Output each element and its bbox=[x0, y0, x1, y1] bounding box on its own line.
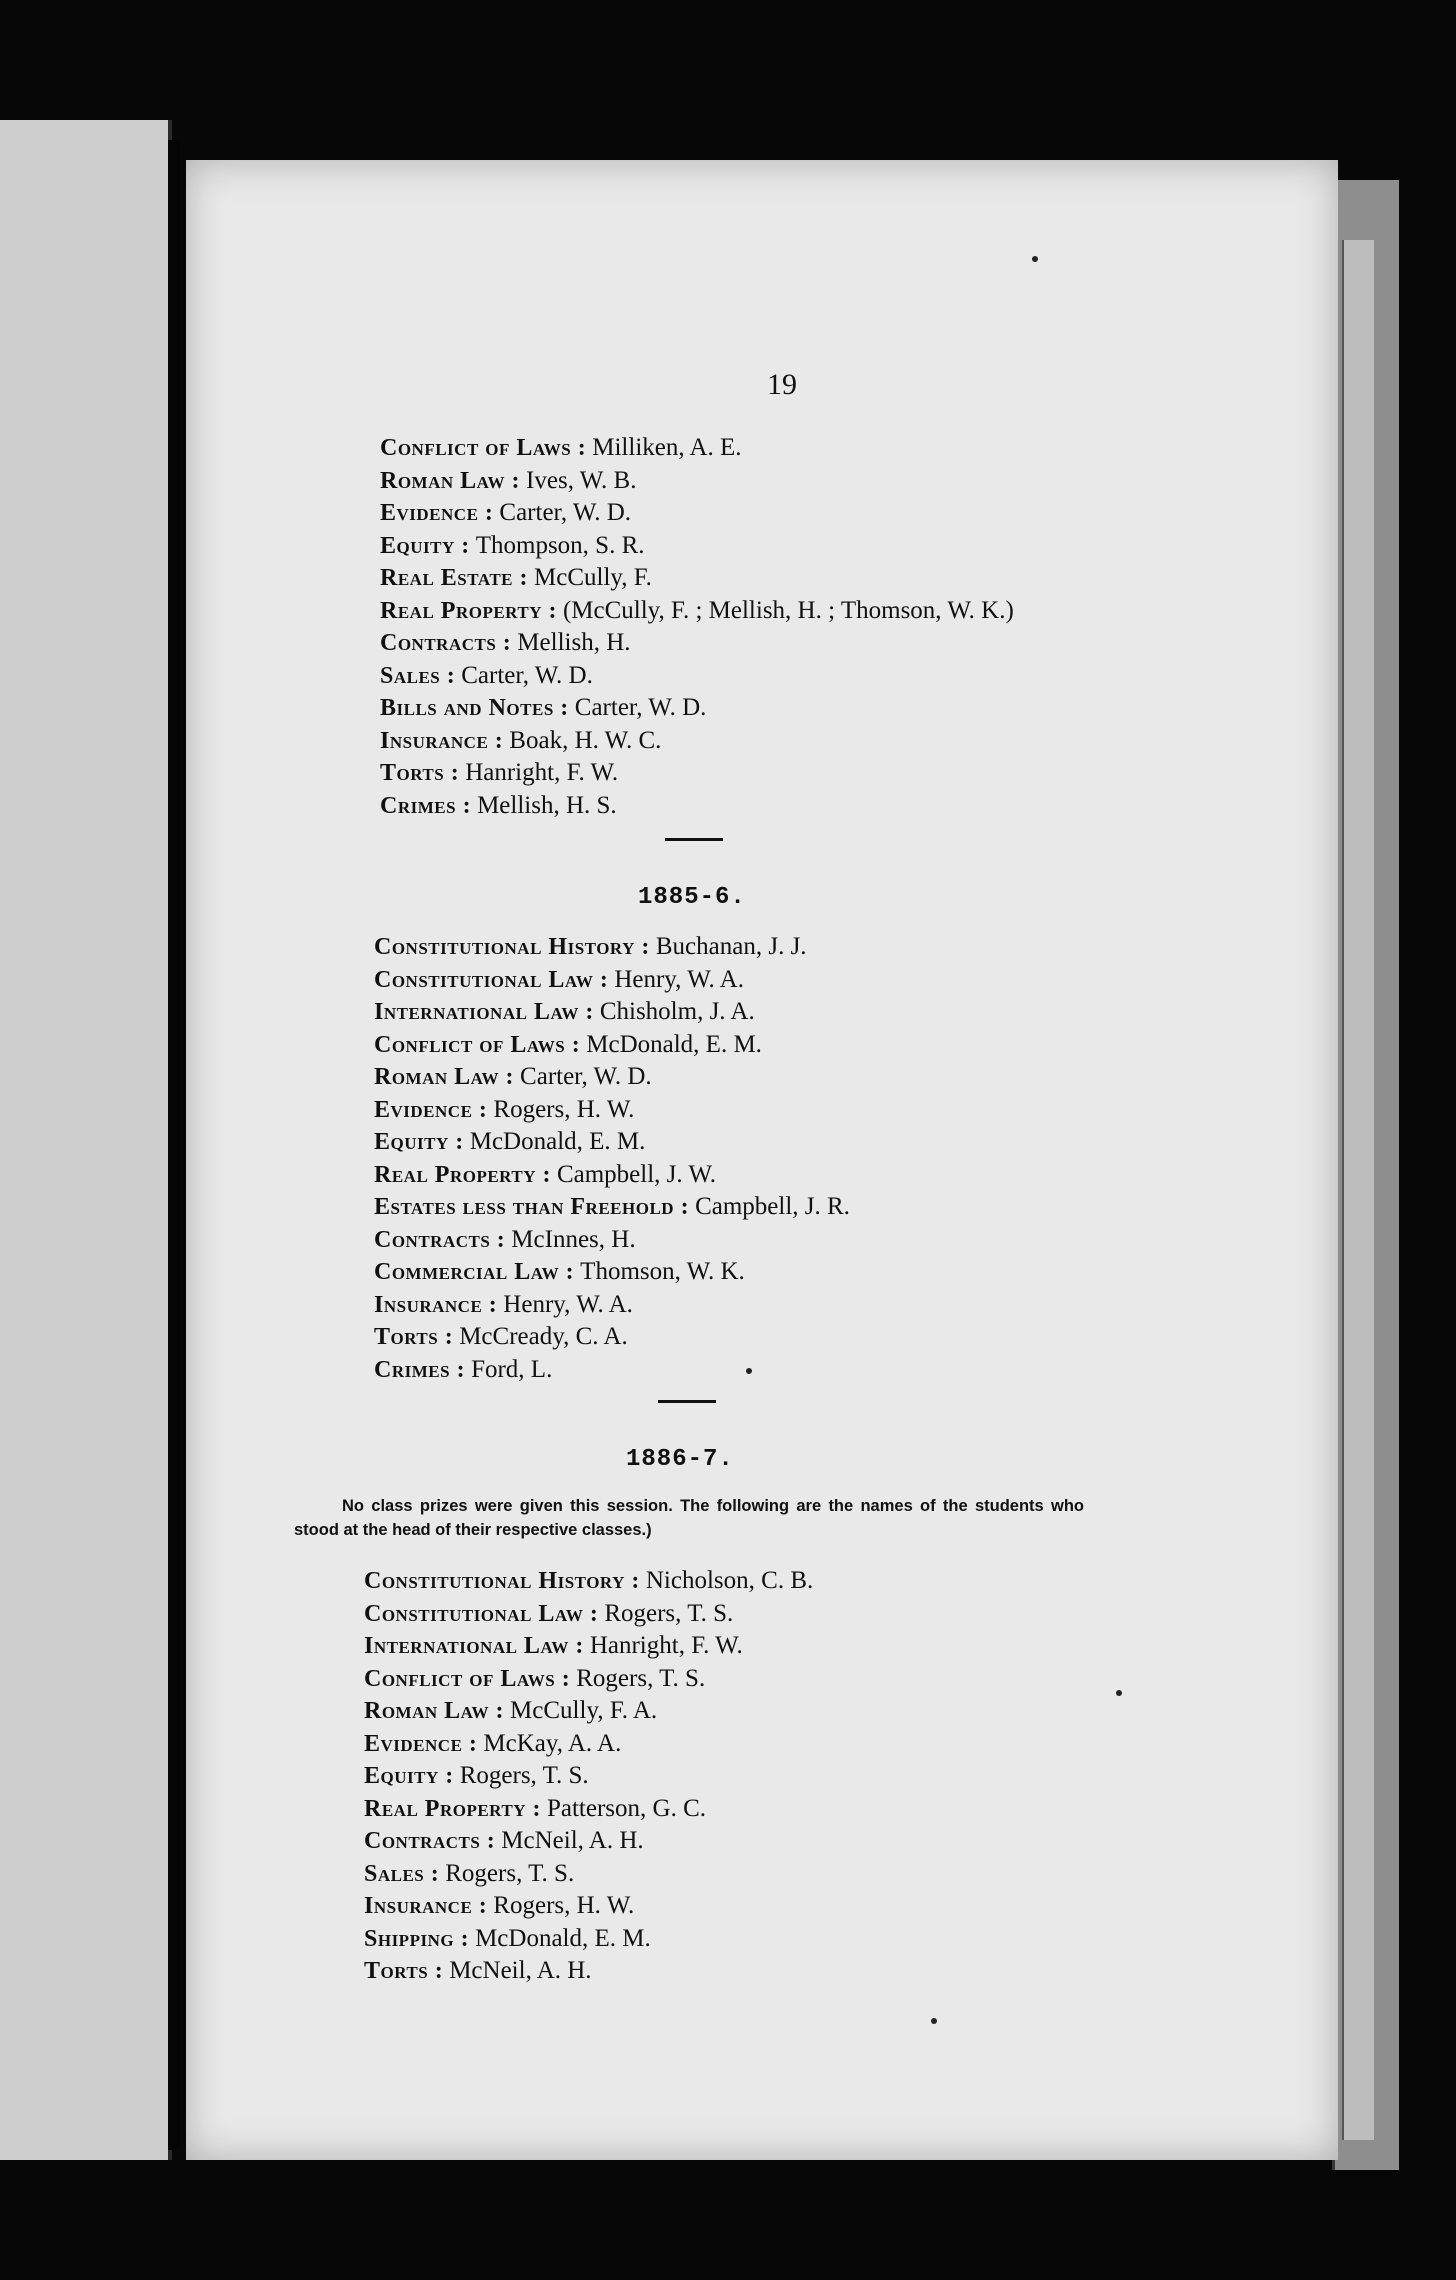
prize-winner-name: Rogers, H. W. bbox=[493, 1095, 635, 1123]
prize-winner-name: Campbell, J. R. bbox=[695, 1193, 850, 1220]
prize-entry bbox=[380, 692, 1014, 725]
section-divider bbox=[658, 1400, 716, 1403]
prize-entry bbox=[374, 964, 850, 997]
subject-label: Sales : bbox=[380, 662, 456, 689]
subject-label: International Law : bbox=[374, 999, 594, 1025]
subject-label: Equity : bbox=[364, 1763, 454, 1789]
subject-label: Constitutional History : bbox=[364, 1568, 640, 1594]
prize-winner-name: Milliken, A. E. bbox=[592, 434, 742, 461]
prize-winner-name: McCully, F. A. bbox=[510, 1697, 658, 1724]
subject-label: Constitutional Law : bbox=[364, 1600, 599, 1627]
subject-label: Estates less than Freehold : bbox=[374, 1194, 690, 1220]
section-divider bbox=[665, 838, 723, 841]
prize-winner-name: Carter, W. D. bbox=[574, 694, 707, 721]
prize-entry bbox=[374, 1029, 850, 1062]
subject-label: Crimes : bbox=[374, 1356, 466, 1383]
subject-label: International Law : bbox=[364, 1633, 584, 1659]
section-heading-1886: 1886-7. bbox=[626, 1446, 734, 1473]
book-binding bbox=[168, 140, 180, 2150]
subject-label: Evidence : bbox=[374, 1096, 488, 1123]
subject-label: Bills and Notes : bbox=[380, 695, 569, 721]
prize-entry bbox=[374, 1126, 850, 1159]
prize-entry bbox=[364, 1760, 813, 1793]
prize-entry bbox=[364, 1695, 813, 1728]
subject-label: Roman Law : bbox=[374, 1064, 515, 1090]
prize-winner-name: Campbell, J. W. bbox=[556, 1160, 717, 1188]
section-heading-1885: 1885-6. bbox=[638, 884, 746, 911]
subject-label: Conflict of Laws : bbox=[364, 1665, 571, 1692]
prize-winner-name: (McCully, F. ; Mellish, H. ; Thomson, W. K.) bbox=[562, 596, 1014, 624]
subject-label: Sales : bbox=[364, 1860, 440, 1887]
prize-entry bbox=[364, 1923, 813, 1956]
prize-winner-name: Carter, W. D. bbox=[499, 499, 632, 526]
ink-speck bbox=[746, 1368, 752, 1374]
subject-label: Roman Law : bbox=[380, 467, 521, 494]
prize-entry bbox=[380, 725, 1014, 758]
prize-entry bbox=[380, 757, 1014, 790]
subject-label: Torts : bbox=[374, 1324, 454, 1350]
subject-label: Roman Law : bbox=[364, 1698, 505, 1724]
ink-speck bbox=[1032, 256, 1038, 262]
prize-winner-name: McDonald, E. M. bbox=[475, 1924, 651, 1952]
prize-winner-name: Buchanan, J. J. bbox=[655, 933, 807, 960]
prize-winner-name: Rogers, H. W. bbox=[493, 1892, 635, 1919]
subject-label: Contracts : bbox=[380, 630, 512, 656]
subject-label: Contracts : bbox=[374, 1226, 506, 1253]
prize-entry bbox=[364, 1955, 813, 1988]
prize-entry bbox=[364, 1663, 813, 1696]
prize-winner-name: Rogers, T. S. bbox=[459, 1762, 589, 1789]
prize-winner-name: McCully, F. bbox=[534, 564, 652, 591]
prize-winner-name: Chisholm, J. A. bbox=[599, 998, 755, 1025]
page-number: 19 bbox=[767, 368, 797, 401]
prize-winner-name: Thompson, S. R. bbox=[475, 531, 645, 559]
prize-entry bbox=[380, 562, 1014, 595]
subject-label: Conflict of Laws : bbox=[374, 1031, 581, 1058]
prize-entry bbox=[380, 627, 1014, 660]
ink-speck bbox=[931, 2018, 937, 2024]
subject-label: Commercial Law : bbox=[374, 1259, 575, 1285]
subject-label: Contracts : bbox=[364, 1828, 496, 1854]
prize-entry bbox=[374, 1289, 850, 1322]
prize-entry bbox=[374, 1094, 850, 1127]
prize-winner-name: Henry, W. A. bbox=[614, 965, 744, 993]
prize-entry bbox=[364, 1728, 813, 1761]
prize-entry bbox=[374, 1321, 850, 1354]
prize-winner-name: Carter, W. D. bbox=[520, 1063, 652, 1090]
prize-winner-name: Henry, W. A. bbox=[503, 1290, 633, 1318]
prize-winner-name: Mellish, H. S. bbox=[477, 791, 617, 819]
prize-winner-name: McCready, C. A. bbox=[459, 1323, 628, 1350]
subject-label: Insurance : bbox=[364, 1893, 488, 1919]
prize-winner-name: Rogers, T. S. bbox=[604, 1599, 734, 1627]
prize-winner-name: Patterson, G. C. bbox=[546, 1794, 706, 1822]
prize-winner-name: Rogers, T. S. bbox=[576, 1664, 706, 1692]
subject-label: Crimes : bbox=[380, 792, 472, 819]
prize-entry bbox=[380, 790, 1014, 823]
prize-entry bbox=[380, 465, 1014, 498]
prize-entry bbox=[380, 595, 1014, 628]
prize-entry bbox=[374, 1191, 850, 1224]
prize-entry bbox=[380, 530, 1014, 563]
previous-page-edge bbox=[0, 120, 172, 2160]
prize-list-1886 bbox=[364, 1565, 813, 1988]
subject-label: Equity : bbox=[380, 532, 470, 559]
subject-label: Torts : bbox=[364, 1958, 444, 1984]
prize-entry bbox=[380, 497, 1014, 530]
prize-winner-name: Rogers, T. S. bbox=[445, 1859, 575, 1887]
session-note: No class prizes were given this session. The following are the names of the students who stood at the head of their respective classes.) bbox=[294, 1497, 1084, 1539]
subject-label: Real Property : bbox=[364, 1795, 541, 1822]
prize-winner-name: McDonald, E. M. bbox=[586, 1030, 762, 1058]
prize-winner-name: Ives, W. B. bbox=[526, 466, 637, 494]
prize-winner-name: Thomson, W. K. bbox=[580, 1258, 745, 1285]
subject-label: Constitutional History : bbox=[374, 934, 650, 960]
prize-list-1885 bbox=[374, 931, 850, 1386]
prize-entry bbox=[364, 1630, 813, 1663]
prize-winner-name: Ford, L. bbox=[471, 1355, 553, 1383]
prize-entry bbox=[364, 1793, 813, 1826]
prize-entry bbox=[374, 1159, 850, 1192]
subject-label: Shipping : bbox=[364, 1925, 470, 1952]
prize-entry bbox=[380, 660, 1014, 693]
prize-entry bbox=[374, 1354, 850, 1387]
document-page bbox=[186, 160, 1338, 2160]
prize-winner-name: McKay, A. A. bbox=[483, 1729, 622, 1757]
prize-entry bbox=[364, 1890, 813, 1923]
prize-winner-name: McDonald, E. M. bbox=[469, 1128, 646, 1155]
prize-winner-name: Nicholson, C. B. bbox=[645, 1567, 814, 1594]
prize-entry bbox=[364, 1565, 813, 1598]
prize-winner-name: Carter, W. D. bbox=[461, 661, 593, 689]
subject-label: Insurance : bbox=[374, 1291, 498, 1318]
subject-label: Equity : bbox=[374, 1129, 464, 1155]
subject-label: Real Estate : bbox=[380, 565, 529, 591]
prize-list-continued bbox=[380, 432, 1014, 822]
prize-entry bbox=[364, 1825, 813, 1858]
ink-speck bbox=[1116, 1690, 1122, 1696]
prize-winner-name: Hanright, F. W. bbox=[589, 1632, 743, 1659]
prize-entry bbox=[364, 1858, 813, 1891]
prize-winner-name: McInnes, H. bbox=[511, 1225, 636, 1253]
subject-label: Constitutional Law : bbox=[374, 966, 609, 993]
prize-winner-name: Hanright, F. W. bbox=[465, 759, 619, 786]
subject-label: Conflict of Laws : bbox=[380, 435, 587, 461]
prize-winner-name: McNeil, A. H. bbox=[449, 1957, 592, 1984]
prize-entry bbox=[380, 432, 1014, 465]
prize-entry bbox=[374, 1256, 850, 1289]
subject-label: Evidence : bbox=[364, 1730, 478, 1757]
subject-label: Torts : bbox=[380, 760, 460, 786]
page-stack-inner-edge bbox=[1342, 240, 1374, 2140]
prize-entry bbox=[374, 1061, 850, 1094]
prize-winner-name: McNeil, A. H. bbox=[501, 1827, 644, 1854]
prize-winner-name: Boak, H. W. C. bbox=[509, 726, 662, 754]
subject-label: Evidence : bbox=[380, 500, 494, 526]
prize-entry bbox=[374, 931, 850, 964]
prize-entry bbox=[364, 1598, 813, 1631]
subject-label: Insurance : bbox=[380, 727, 504, 754]
prize-winner-name: Mellish, H. bbox=[517, 629, 631, 656]
subject-label: Real Property : bbox=[374, 1161, 551, 1188]
subject-label: Real Property : bbox=[380, 597, 557, 624]
prize-entry bbox=[374, 996, 850, 1029]
prize-entry bbox=[374, 1224, 850, 1257]
